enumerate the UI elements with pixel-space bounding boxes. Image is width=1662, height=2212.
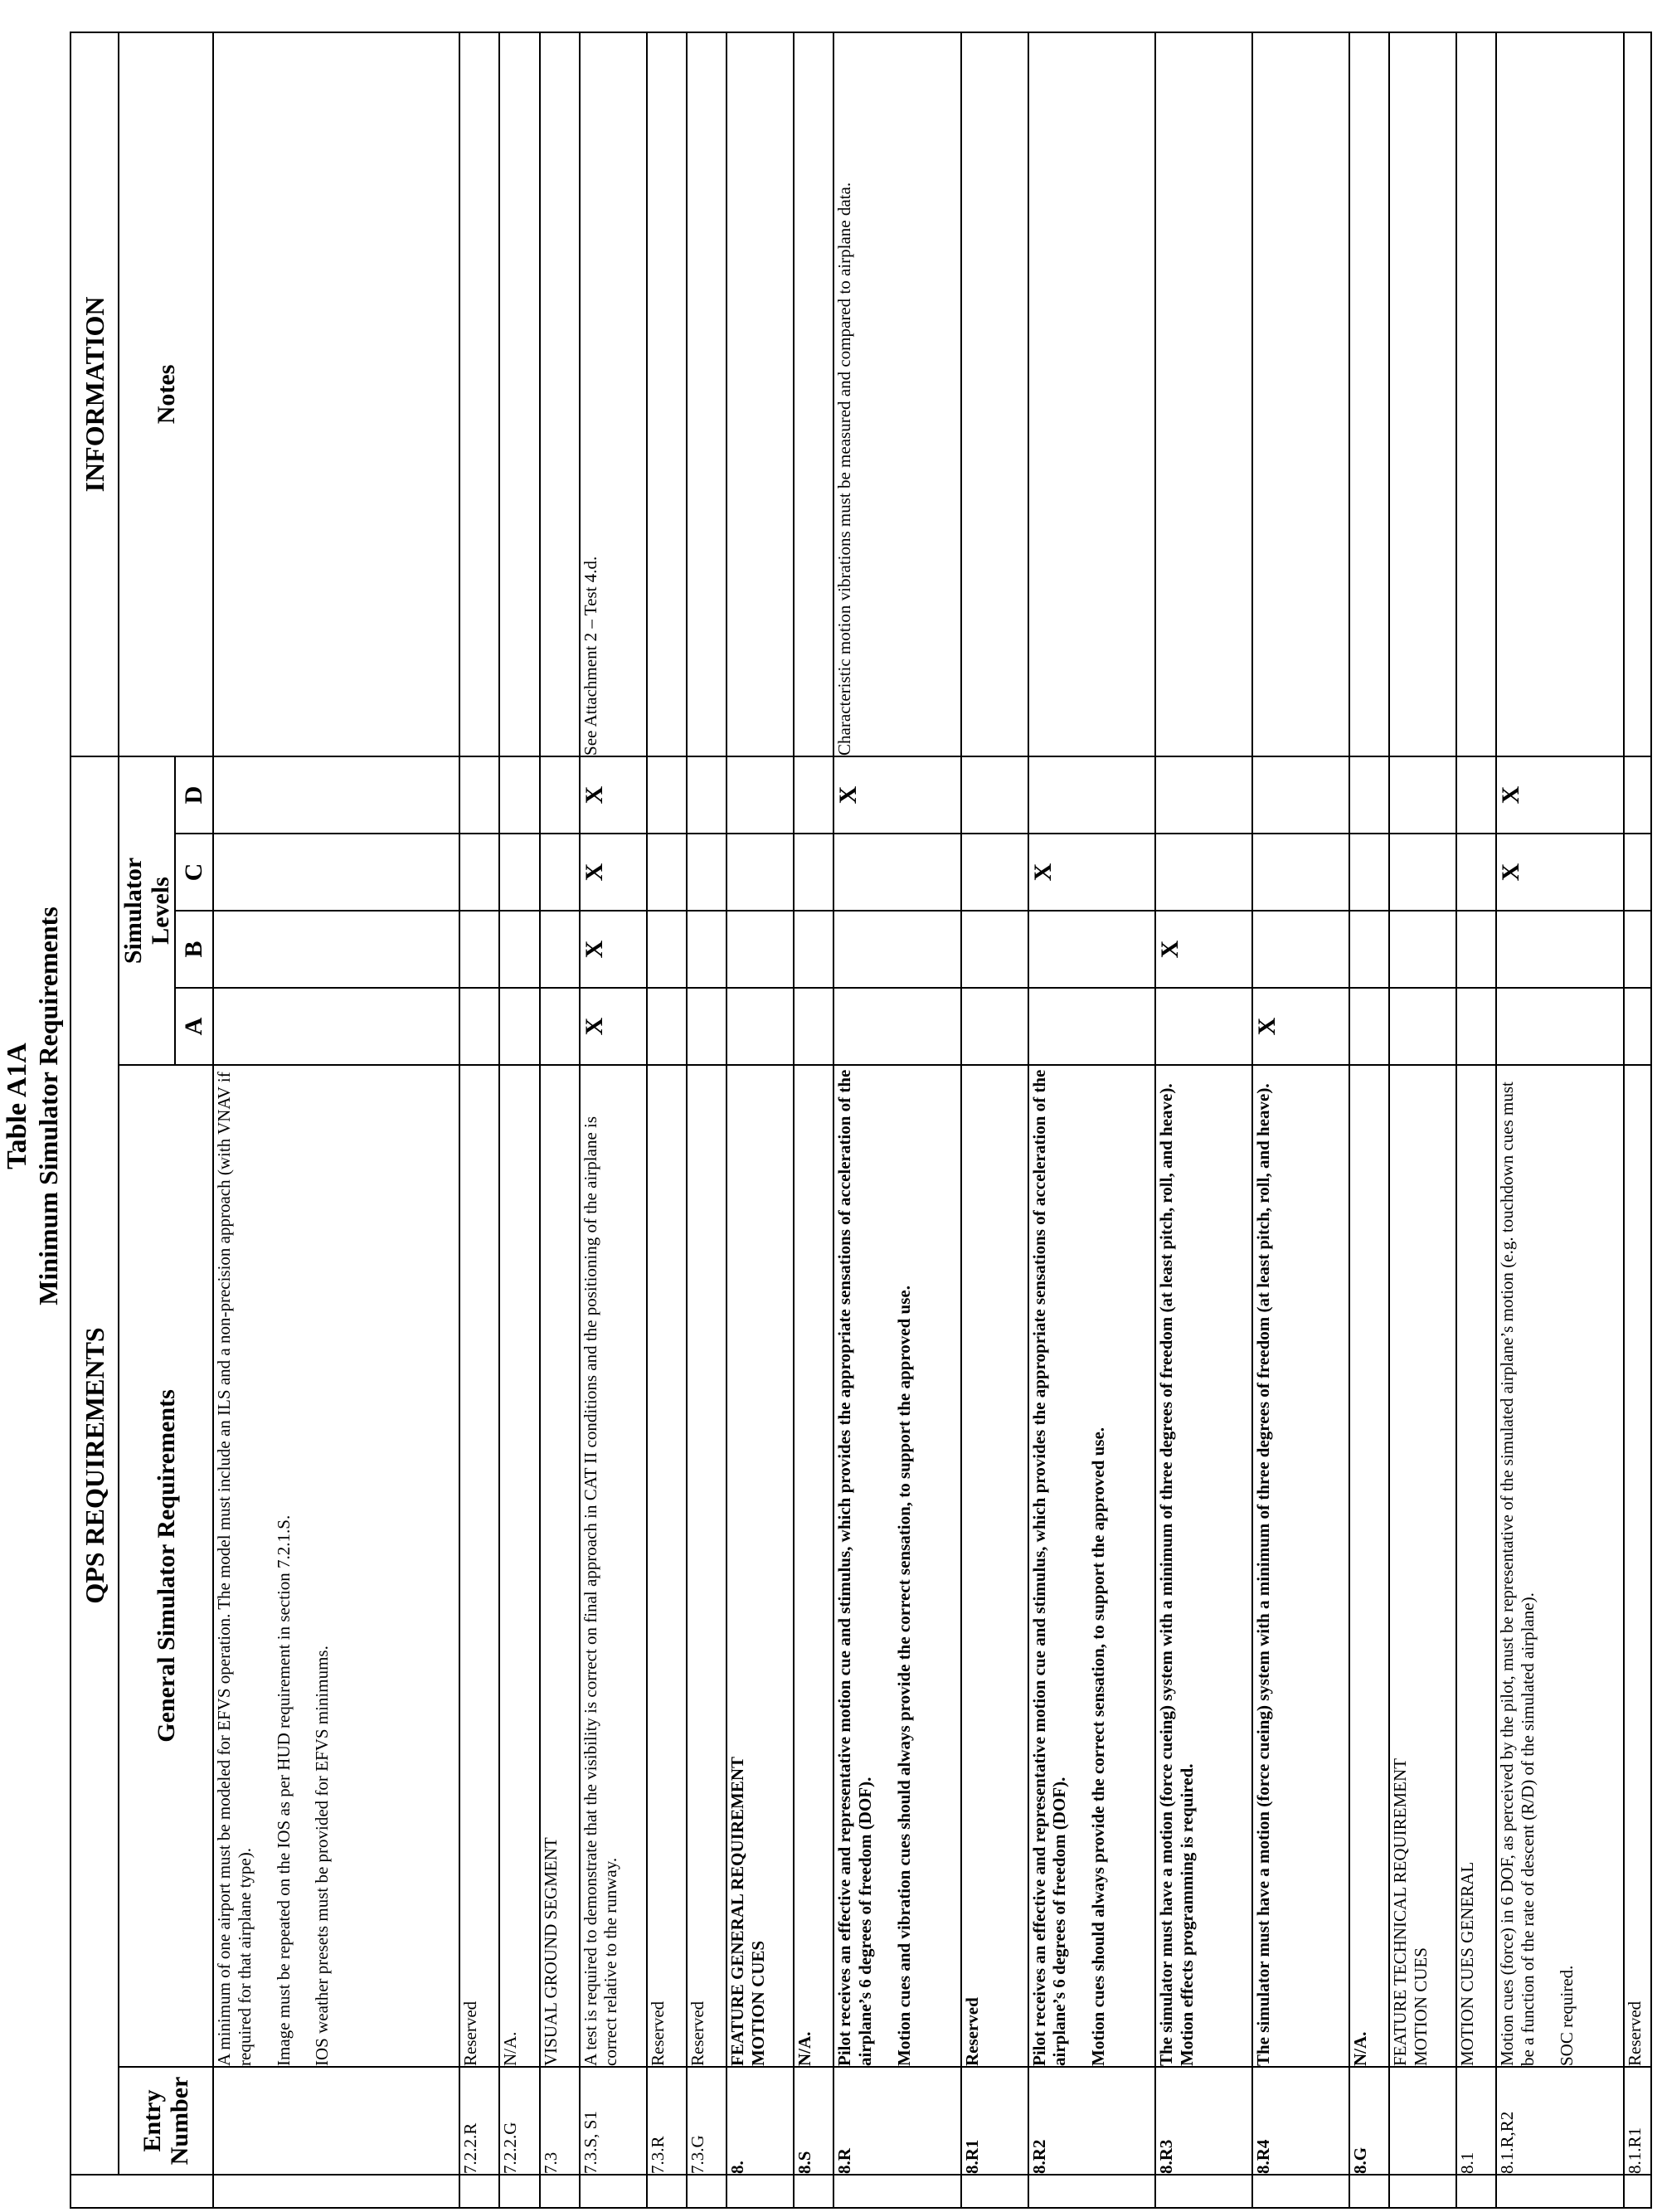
requirement-text: Reserved	[460, 2001, 481, 2066]
requirement-text: The simulator must have a motion (force cueing) system with a minimum of three degrees of freedom (at least pitch, roll, and heave).	[1253, 1083, 1274, 2066]
level-a-mark	[794, 988, 833, 1065]
level-d-mark	[961, 756, 1028, 834]
entry-number-cell: 7.3.G	[687, 2067, 727, 2175]
level-b-mark	[647, 911, 687, 988]
margin-cell	[540, 2175, 580, 2208]
entry-number-cell: 8.	[727, 2067, 794, 2175]
paragraph-gap	[1070, 1066, 1088, 2066]
requirement-text: N/A.	[500, 2031, 521, 2066]
margin-cell	[833, 2175, 961, 2208]
level-a-mark: X	[580, 988, 647, 1065]
level-b-mark	[1349, 911, 1389, 988]
requirements-table	[70, 32, 1652, 2209]
requirement-cell	[833, 1065, 961, 2067]
requirement-cell	[794, 1065, 833, 2067]
margin-cell	[794, 2175, 833, 2208]
requirement-cell	[1456, 1065, 1496, 2067]
entry-number-cell: 8.R4	[1252, 2067, 1349, 2175]
level-b-mark	[833, 911, 961, 988]
level-c-mark	[1155, 834, 1252, 911]
level-d-mark: X	[580, 756, 647, 834]
requirement-text: Reserved	[1625, 2001, 1645, 2066]
requirement-cell	[540, 1065, 580, 2067]
entry-number-cell: 7.2.2.R	[459, 2067, 499, 2175]
level-c-mark	[1252, 834, 1349, 911]
level-a-mark	[833, 988, 961, 1065]
notes-cell	[1389, 32, 1456, 756]
requirement-text: Motion cues and vibration cues should always provide the correct sensation, to support the approved use.	[893, 1286, 914, 2066]
entry-number-cell: 8.R3	[1155, 2067, 1252, 2175]
level-b-mark	[687, 911, 727, 988]
notes-cell	[459, 32, 499, 756]
requirement-cell	[499, 1065, 539, 2067]
level-c-mark	[1349, 834, 1389, 911]
level-c-mark: X	[1028, 834, 1156, 911]
level-c-mark	[1389, 834, 1456, 911]
table-row	[1028, 32, 1156, 2208]
information-header: INFORMATION	[70, 32, 119, 756]
entry-number-cell: 8.S	[794, 2067, 833, 2175]
margin-cell	[961, 2175, 1028, 2208]
requirement-text: Pilot receives an effective and representative motion cue and stimulus, which provides the appropriate sensations of acceleration of the airplane’s 6 degrees of freedom (DOF).	[834, 1069, 875, 2066]
level-c-mark	[459, 834, 499, 911]
table-row	[540, 32, 580, 2208]
notes-cell	[213, 32, 459, 756]
level-c-mark	[833, 834, 961, 911]
notes-cell	[794, 32, 833, 756]
margin-cell	[647, 2175, 687, 2208]
requirement-cell	[1624, 1065, 1651, 2067]
margin-cell	[1456, 2175, 1496, 2208]
notes-cell: Characteristic motion vibrations must be measured and compared to airplane data.	[833, 32, 961, 756]
left-margin-column	[70, 2175, 213, 2208]
entry-header-line1: Entry	[138, 2089, 166, 2152]
requirement-cell	[961, 1065, 1028, 2067]
table-subtitle: Minimum Simulator Requirements	[33, 907, 63, 1305]
level-c-mark	[647, 834, 687, 911]
level-c-mark: X	[580, 834, 647, 911]
requirement-cell	[1155, 1065, 1252, 2067]
level-b-mark	[1624, 911, 1651, 988]
level-a-mark	[1389, 988, 1456, 1065]
notes-cell	[1456, 32, 1496, 756]
entry-number-cell: 7.3.R	[647, 2067, 687, 2175]
requirement-text: Motion cues (force) in 6 DOF, as perceived by the pilot, must be representative of the simulated airplane’s motion (e.g. touchdown cues must be a function of the rate of descent (R/D) of the simulated airplane).	[1497, 1082, 1538, 2066]
requirement-text: Reserved	[961, 1997, 982, 2066]
entry-number-cell: 8.R2	[1028, 2067, 1156, 2175]
simulator-levels-header	[119, 756, 175, 1065]
requirement-text: FEATURE GENERAL REQUIREMENT	[727, 1757, 747, 2066]
level-d-mark	[499, 756, 539, 834]
notes-cell	[1028, 32, 1156, 756]
entry-number-cell: 8.1	[1456, 2067, 1496, 2175]
entry-number-cell	[1389, 2067, 1456, 2175]
requirement-cell	[647, 1065, 687, 2067]
level-d-mark	[213, 756, 459, 834]
requirement-cell	[727, 1065, 794, 2067]
level-c-mark	[540, 834, 580, 911]
level-a-mark	[961, 988, 1028, 1065]
entry-number-cell: 8.R1	[961, 2067, 1028, 2175]
entry-number-cell: 8.R	[833, 2067, 961, 2175]
entry-number-cell: 7.2.2.G	[499, 2067, 539, 2175]
requirement-text: SOC required.	[1556, 1965, 1577, 2066]
level-a-mark	[647, 988, 687, 1065]
entry-number-cell: 8.1.R1	[1624, 2067, 1651, 2175]
level-c-mark	[1456, 834, 1496, 911]
requirement-text: The simulator must have a motion (force cueing) system with a minimum of three degrees of freedom (at least pitch, roll, and heave). Motion effects programming is required.	[1156, 1083, 1198, 2066]
requirement-cell	[1028, 1065, 1156, 2067]
level-d-mark	[459, 756, 499, 834]
margin-cell	[499, 2175, 539, 2208]
table-row	[1155, 32, 1252, 2208]
requirement-cell	[1496, 1065, 1624, 2067]
level-b-mark	[1456, 911, 1496, 988]
paragraph-gap	[876, 1066, 894, 2066]
entry-number-cell: 8.G	[1349, 2067, 1389, 2175]
level-b-mark	[499, 911, 539, 988]
entry-number-cell: 7.3	[540, 2067, 580, 2175]
level-c-mark: X	[1496, 834, 1624, 911]
requirement-text: IOS weather presets must be provided for EFVS minimums.	[312, 1646, 333, 2066]
margin-cell	[1624, 2175, 1651, 2208]
level-a-mark	[459, 988, 499, 1065]
requirement-text: Pilot receives an effective and representative motion cue and stimulus, which provides the appropriate sensations of acceleration of the airplane’s 6 degrees of freedom (DOF).	[1028, 1069, 1070, 2066]
level-b-mark: X	[580, 911, 647, 988]
table-row	[1624, 32, 1651, 2208]
table-row	[459, 32, 499, 2208]
level-d-mark	[1155, 756, 1252, 834]
level-b-mark	[794, 911, 833, 988]
requirement-text: MOTION CUES	[1411, 1947, 1431, 2066]
level-b-header: B	[175, 911, 213, 988]
notes-cell	[540, 32, 580, 756]
level-a-mark	[1456, 988, 1496, 1065]
requirement-cell	[1252, 1065, 1349, 2067]
table-row	[1456, 32, 1496, 2208]
notes-cell	[647, 32, 687, 756]
requirement-text: Motion cues should always provide the correct sensation, to support the approved use.	[1088, 1427, 1109, 2066]
margin-cell	[580, 2175, 647, 2208]
level-d-mark	[794, 756, 833, 834]
requirements-body	[213, 32, 1651, 2208]
sim-header-line2: Levels	[147, 877, 174, 945]
level-d-header: D	[175, 756, 213, 834]
notes-cell	[1155, 32, 1252, 756]
level-d-mark: X	[833, 756, 961, 834]
level-c-header: C	[175, 834, 213, 911]
table-row	[213, 32, 459, 2208]
margin-cell	[727, 2175, 794, 2208]
paragraph-gap	[1538, 1066, 1557, 2066]
level-c-mark	[499, 834, 539, 911]
level-a-mark	[1028, 988, 1156, 1065]
requirement-text: Image must be repeated on the IOS as per HUD requirement in section 7.2.1.S.	[273, 1514, 294, 2066]
requirement-text: A minimum of one airport must be modeled for EFVS operation. The model must include an ILS and a non-precision approach (with VNAV if required for that airplane type).	[214, 1072, 255, 2066]
level-a-mark	[499, 988, 539, 1065]
level-a-mark	[1349, 988, 1389, 1065]
level-c-mark	[961, 834, 1028, 911]
level-d-mark	[1456, 756, 1496, 834]
level-a-mark	[1624, 988, 1651, 1065]
margin-cell	[213, 2175, 459, 2208]
requirement-cell	[1349, 1065, 1389, 2067]
sim-header-line1: Simulator	[119, 857, 147, 965]
table-row	[833, 32, 961, 2208]
general-requirements-header: General Simulator Requirements	[119, 1065, 213, 2067]
level-c-mark	[213, 834, 459, 911]
table-row	[647, 32, 687, 2208]
requirement-cell	[1389, 1065, 1456, 2067]
table-row	[727, 32, 794, 2208]
notes-cell	[499, 32, 539, 756]
table-row	[1389, 32, 1456, 2208]
table-title: Table A1A	[2, 1043, 32, 1169]
notes-cell	[961, 32, 1028, 756]
requirement-text: FEATURE TECHNICAL REQUIREMENT	[1390, 1758, 1411, 2066]
level-a-mark	[687, 988, 727, 1065]
entry-number-cell: 7.3.S, S1	[580, 2067, 647, 2175]
table-row	[1496, 32, 1624, 2208]
requirement-cell	[459, 1065, 499, 2067]
table-row	[1349, 32, 1389, 2208]
requirement-text: A test is required to demonstrate that the visibility is correct on final approach in CAT II conditions and the positioning of the airplane is correct relative to the runway.	[580, 1116, 621, 2066]
requirement-text: N/A.	[794, 2031, 814, 2066]
margin-cell	[1389, 2175, 1456, 2208]
entry-number-cell	[213, 2067, 459, 2175]
notes-cell	[687, 32, 727, 756]
level-d-mark: X	[1496, 756, 1624, 834]
requirement-text: VISUAL GROUND SEGMENT	[540, 1837, 561, 2066]
level-d-mark	[647, 756, 687, 834]
level-b-mark: X	[1155, 911, 1252, 988]
margin-cell	[687, 2175, 727, 2208]
level-b-mark	[1028, 911, 1156, 988]
notes-cell	[1624, 32, 1651, 756]
table-row	[687, 32, 727, 2208]
level-c-mark	[1624, 834, 1651, 911]
requirement-cell	[687, 1065, 727, 2067]
level-b-mark	[213, 911, 459, 988]
margin-cell	[1496, 2175, 1624, 2208]
level-a-header: A	[175, 988, 213, 1065]
level-b-mark	[1496, 911, 1624, 988]
level-b-mark	[1389, 911, 1456, 988]
level-d-mark	[1389, 756, 1456, 834]
paragraph-gap	[255, 1066, 274, 2066]
table-row	[1252, 32, 1349, 2208]
table-row	[580, 32, 647, 2208]
level-b-mark	[961, 911, 1028, 988]
margin-cell	[459, 2175, 499, 2208]
level-d-mark	[727, 756, 794, 834]
notes-cell	[1349, 32, 1389, 756]
level-d-mark	[1349, 756, 1389, 834]
requirement-text: MOTION CUES GENERAL	[1457, 1861, 1478, 2066]
level-c-mark	[794, 834, 833, 911]
margin-cell	[1349, 2175, 1389, 2208]
level-d-mark	[1624, 756, 1651, 834]
level-a-mark	[1155, 988, 1252, 1065]
notes-header: Notes	[119, 32, 213, 756]
qps-requirements-header: QPS REQUIREMENTS	[70, 756, 119, 2175]
requirement-text: Reserved	[687, 2001, 707, 2066]
level-b-mark	[459, 911, 499, 988]
level-d-mark	[540, 756, 580, 834]
level-a-mark	[213, 988, 459, 1065]
notes-cell	[1496, 32, 1624, 756]
level-b-mark	[540, 911, 580, 988]
margin-cell	[1155, 2175, 1252, 2208]
level-c-mark	[687, 834, 727, 911]
notes-cell	[727, 32, 794, 756]
table-row	[961, 32, 1028, 2208]
requirement-text: N/A.	[1350, 2031, 1371, 2066]
requirement-cell	[580, 1065, 647, 2067]
level-a-mark	[727, 988, 794, 1065]
notes-cell: See Attachment 2 – Test 4.d.	[580, 32, 647, 756]
table-row	[499, 32, 539, 2208]
level-d-mark	[687, 756, 727, 834]
level-b-mark	[1252, 911, 1349, 988]
requirement-text: Reserved	[647, 2001, 668, 2066]
notes-cell	[1252, 32, 1349, 756]
entry-number-header	[119, 2067, 213, 2175]
margin-cell	[1028, 2175, 1156, 2208]
level-d-mark	[1028, 756, 1156, 834]
margin-cell	[1252, 2175, 1349, 2208]
requirement-text: MOTION CUES	[747, 1940, 768, 2066]
level-c-mark	[727, 834, 794, 911]
level-a-mark	[540, 988, 580, 1065]
entry-number-cell: 8.1.R,R2	[1496, 2067, 1624, 2175]
level-a-mark: X	[1252, 988, 1349, 1065]
level-b-mark	[727, 911, 794, 988]
table-row	[794, 32, 833, 2208]
entry-header-line2: Number	[166, 2076, 193, 2166]
level-a-mark	[1496, 988, 1624, 1065]
paragraph-gap	[294, 1066, 312, 2066]
requirement-cell	[213, 1065, 459, 2067]
level-d-mark	[1252, 756, 1349, 834]
